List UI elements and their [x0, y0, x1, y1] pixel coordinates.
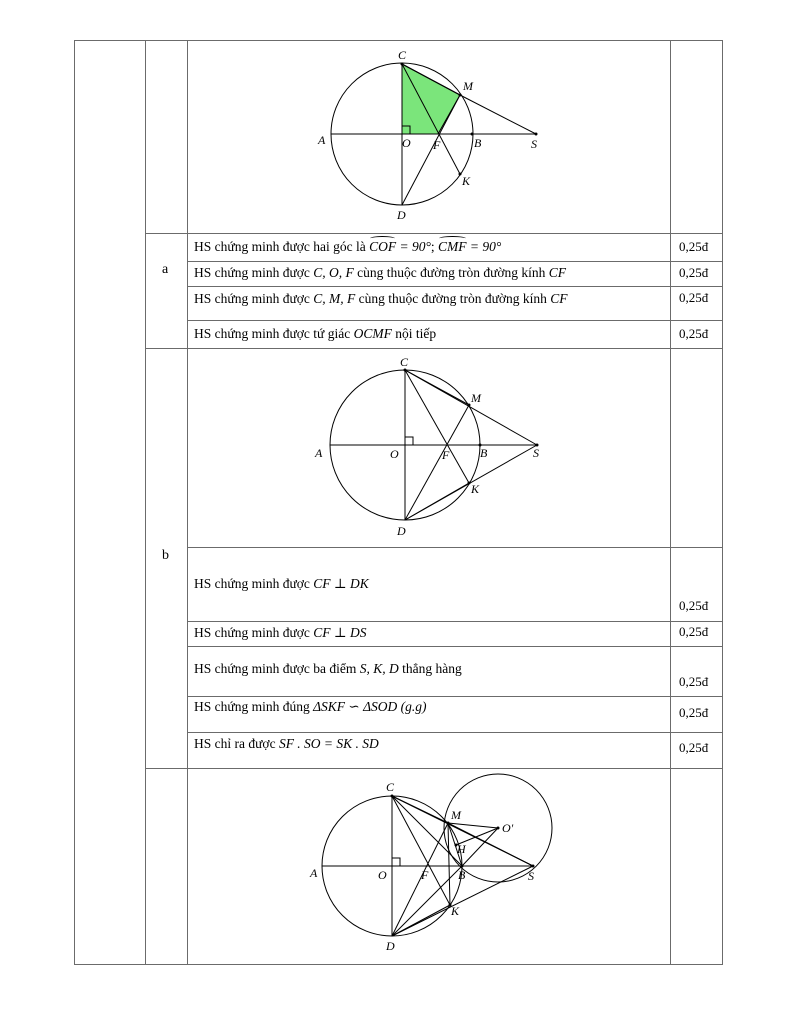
label-f: F	[433, 138, 441, 152]
part-b-label: b	[162, 548, 169, 563]
label-m: M	[463, 79, 473, 93]
label-s: S	[528, 869, 534, 883]
row-b2-points: 0,25đ	[679, 624, 709, 639]
label-k: K	[471, 482, 480, 496]
label-d: D	[397, 208, 406, 222]
row-b5-points: 0,25đ	[679, 740, 709, 755]
label-b: B	[458, 868, 466, 882]
label-f: F	[421, 868, 429, 882]
row-a2-text: HS chứng minh được C, O, F cùng thuộc đường tròn đường kính CF	[194, 265, 567, 280]
label-f: F	[442, 448, 450, 462]
label-k: K	[462, 174, 471, 188]
label-a: A	[310, 866, 318, 880]
label-o-prime: O'	[502, 821, 514, 835]
angle-cmf: CMF	[438, 239, 467, 254]
label-o: O	[378, 868, 387, 882]
row-b4-points: 0,25đ	[679, 705, 709, 720]
row-b4-text: HS chứng minh đúng ΔSKF ∽ ΔSOD (g.g)	[194, 699, 427, 714]
row-b2-text: HS chứng minh được CF ⊥ DS	[194, 625, 367, 640]
row-b3-points: 0,25đ	[679, 674, 709, 689]
label-o: O	[390, 447, 399, 461]
row-a4-text: HS chứng minh được tứ giác OCMF nội tiếp	[194, 326, 437, 341]
row-b5-text: HS chỉ ra được SF . SO = SK . SD	[194, 736, 379, 751]
label-d: D	[397, 524, 406, 538]
label-c: C	[386, 780, 395, 794]
label-k: K	[451, 904, 460, 918]
label-o: O	[402, 136, 411, 150]
label-b: B	[474, 136, 482, 150]
label-h: H	[457, 842, 466, 856]
row-b1-points: 0,25đ	[679, 598, 709, 613]
row-a3-text: HS chứng minh được C, M, F cùng thuộc đường tròn đường kính CF	[194, 291, 568, 306]
label-c: C	[400, 355, 409, 369]
part-a-label: a	[162, 262, 169, 277]
row-a1-points: 0,25đ	[679, 239, 709, 254]
angle-cof: COF	[369, 239, 397, 254]
label-m: M	[471, 391, 481, 405]
row-b3-text: HS chứng minh được ba điểm S, K, D thẳng hàng	[194, 661, 462, 676]
label-s: S	[533, 446, 539, 460]
row-a1-text: HS chứng minh được hai góc là COF = 90°; CMF = 90°	[194, 239, 502, 254]
label-a: A	[315, 446, 323, 460]
row-b1-text: HS chứng minh được CF ⊥ DK	[194, 576, 369, 591]
label-m: M	[451, 808, 461, 822]
label-s: S	[531, 137, 537, 151]
row-a3-points: 0,25đ	[679, 290, 709, 305]
row-a4-points: 0,25đ	[679, 326, 709, 341]
label-b: B	[480, 446, 488, 460]
label-c: C	[398, 48, 407, 62]
label-a: A	[318, 133, 326, 147]
row-a2-points: 0,25đ	[679, 265, 709, 280]
label-d: D	[386, 939, 395, 953]
